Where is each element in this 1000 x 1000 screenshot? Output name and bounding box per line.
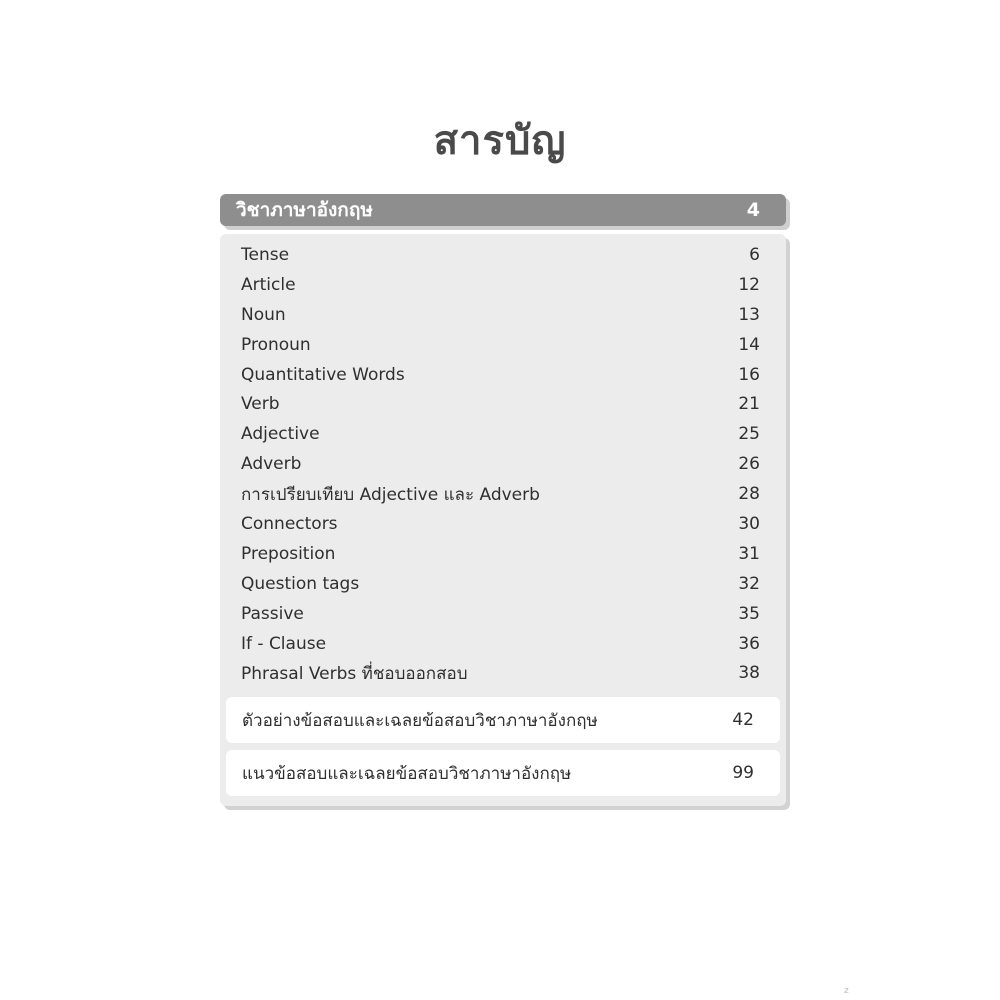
- toc-item-page: 30: [738, 513, 760, 534]
- toc-item: [241, 569, 760, 599]
- toc-item-page: 14: [738, 334, 760, 355]
- toc-extra-page: 99: [732, 763, 754, 783]
- toc-item-label: การเปรียบเทียบ Adjective และ Adverb: [241, 484, 540, 505]
- toc-item-page: 13: [738, 304, 760, 325]
- toc-item-label: Adverb: [241, 454, 302, 475]
- toc-extra-label: แนวข้อสอบและเฉลยข้อสอบวิชาภาษาอังกฤษ: [242, 763, 572, 784]
- toc-item-label: Article: [241, 274, 296, 295]
- toc-item: [241, 330, 760, 360]
- toc-item-label: Question tags: [241, 573, 360, 594]
- toc-item-page: 28: [738, 484, 760, 505]
- toc-panel: [220, 234, 786, 806]
- toc-item: [241, 539, 760, 569]
- toc-item-label: Connectors: [241, 513, 338, 534]
- toc-item: [241, 449, 760, 479]
- toc-item: [241, 629, 760, 659]
- section-header: [220, 194, 786, 226]
- toc-item-page: 38: [738, 663, 760, 684]
- toc-item-label: Adjective: [241, 424, 320, 445]
- toc-item-page: 16: [738, 364, 760, 385]
- toc-item: [241, 419, 760, 449]
- toc-item-label: Noun: [241, 304, 286, 325]
- toc-extra-item-practice-exam: [226, 750, 780, 796]
- toc-extra-label: ตัวอย่างข้อสอบและเฉลยข้อสอบวิชาภาษาอังกฤษ: [242, 710, 598, 731]
- toc-item-page: 35: [738, 603, 760, 624]
- toc-item: [241, 389, 760, 419]
- toc-item-page: 32: [738, 573, 760, 594]
- toc-item-label: Pronoun: [241, 334, 311, 355]
- toc-item-label: Phrasal Verbs ที่ชอบออกสอบ: [241, 663, 468, 684]
- page-title: สารบัญ: [433, 118, 567, 164]
- toc-item: [241, 658, 760, 688]
- toc-item: [241, 509, 760, 539]
- toc-item-page: 36: [738, 633, 760, 654]
- toc-item-label: If - Clause: [241, 633, 327, 654]
- toc-item-label: Preposition: [241, 543, 336, 564]
- corner-mark: z: [844, 986, 849, 996]
- toc-item: [241, 360, 760, 390]
- toc-item-label: Verb: [241, 394, 280, 415]
- toc-item-page: 31: [738, 543, 760, 564]
- toc-item-page: 25: [738, 424, 760, 445]
- section-header-page: 4: [746, 199, 760, 221]
- toc-item: [241, 270, 760, 300]
- toc-item-page: 26: [738, 454, 760, 475]
- toc-item-page: 6: [749, 244, 760, 265]
- toc-extra-item-sample-exam: [226, 697, 780, 743]
- toc-item-label: Passive: [241, 603, 304, 624]
- toc-item-page: 21: [738, 394, 760, 415]
- section-header-label: วิชาภาษาอังกฤษ: [236, 199, 373, 221]
- toc-item: [241, 240, 760, 270]
- toc-item: [241, 599, 760, 629]
- toc-list: [241, 240, 760, 688]
- toc-item: [241, 300, 760, 330]
- toc-item-label: Quantitative Words: [241, 364, 405, 385]
- toc-item: [241, 479, 760, 509]
- toc-item-label: Tense: [241, 244, 290, 265]
- toc-extra-page: 42: [732, 710, 754, 730]
- toc-item-page: 12: [738, 274, 760, 295]
